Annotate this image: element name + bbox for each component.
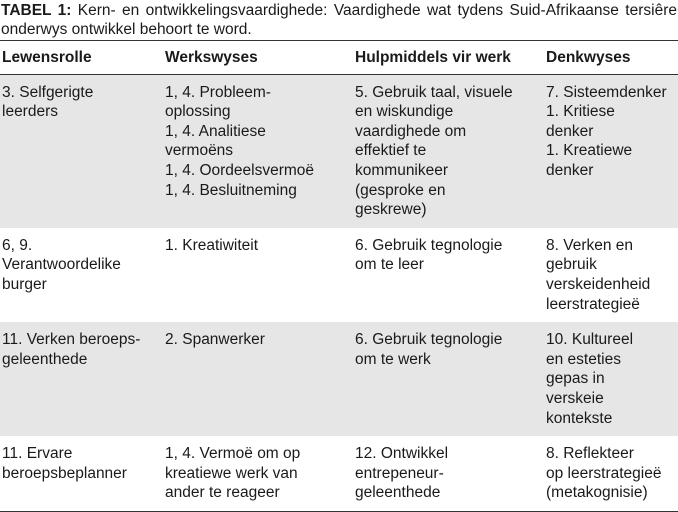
cell-line: kreatiewe werk van bbox=[165, 464, 298, 482]
table-cell-werkswyses bbox=[163, 228, 353, 322]
cell-line: entrepeneur- bbox=[355, 464, 444, 482]
cell-line: 1. Kreatiwiteit bbox=[165, 236, 259, 254]
table-cell-lewensrolle bbox=[0, 228, 163, 322]
table-cell-denkwyses bbox=[544, 322, 678, 436]
cell-line: 1. Kritiese bbox=[546, 103, 615, 121]
cell-line: 1, 4. Oordeelsvermoë bbox=[165, 161, 315, 179]
cell-line: leerders bbox=[2, 103, 58, 121]
cell-line: 7. Sisteemdenker bbox=[546, 83, 667, 101]
table-caption-label: TABEL 1: bbox=[1, 2, 72, 19]
table-cell-hulpmiddels bbox=[353, 74, 544, 228]
cell-line: 6. Gebruik tegnologie bbox=[355, 236, 503, 254]
cell-line: verskeie bbox=[546, 389, 604, 407]
cell-line: 1, 4. Probleem- bbox=[165, 83, 271, 101]
cell-line: 1, 4. Vermoë om op bbox=[165, 445, 301, 463]
table-cell-denkwyses bbox=[544, 436, 678, 511]
cell-line: om te leer bbox=[355, 256, 424, 274]
cell-line: Verantwoordelike bbox=[2, 256, 121, 274]
table-caption-text: Kern- en ontwikkelingsvaardighede: Vaardighede wat tydens Suid-Afrikaanse tersiêre onderwys ontwikkel behoort te word. bbox=[1, 2, 677, 38]
cell-line: 1. Kreatiewe bbox=[546, 142, 633, 160]
cell-line: vaardighede om bbox=[355, 122, 467, 140]
cell-line: kontekste bbox=[546, 409, 613, 427]
table-header-row bbox=[0, 41, 678, 75]
cell-line: beroepsbeplanner bbox=[2, 464, 127, 482]
cell-line: 10. Kultureel bbox=[546, 331, 634, 349]
cell-line: gebruik bbox=[546, 256, 597, 274]
table-cell-lewensrolle bbox=[0, 322, 163, 436]
table-row bbox=[0, 228, 678, 322]
cell-line: burger bbox=[2, 275, 47, 293]
table-cell-hulpmiddels bbox=[353, 436, 544, 511]
column-header-denkwyses: Denkwyses bbox=[546, 49, 631, 66]
table-cell-hulpmiddels bbox=[353, 322, 544, 436]
cell-line: kommunikeer bbox=[355, 161, 449, 179]
table-cell-lewensrolle bbox=[0, 436, 163, 511]
cell-line: effektief te bbox=[355, 142, 427, 160]
cell-line: 6, 9. bbox=[2, 236, 33, 254]
column-header-werkswyses: Werkswyses bbox=[165, 49, 258, 66]
cell-line: 11. Ervare bbox=[2, 445, 73, 463]
cell-line: en esteties bbox=[546, 350, 621, 368]
cell-line: geskrewe) bbox=[355, 201, 427, 219]
column-header-lewensrolle: Lewensrolle bbox=[2, 49, 92, 66]
cell-line: 1, 4. Besluitneming bbox=[165, 181, 297, 199]
table-row bbox=[0, 74, 678, 228]
cell-line: (gesproke en bbox=[355, 181, 446, 199]
cell-line: geleenthede bbox=[2, 350, 88, 368]
cell-line: vermoëns bbox=[165, 142, 234, 160]
cell-line: op leerstrategieë bbox=[546, 464, 662, 482]
cell-line: 8. Reflekteer bbox=[546, 445, 634, 463]
cell-line: 3. Selfgerigte bbox=[2, 83, 94, 101]
cell-line: leerstrategieë bbox=[546, 295, 640, 313]
cell-line: 11. Verken beroeps- bbox=[2, 331, 141, 349]
column-header-hulpmiddels: Hulpmiddels vir werk bbox=[355, 49, 511, 66]
cell-line: 1, 4. Analitiese bbox=[165, 122, 266, 140]
cell-line: 2. Spanwerker bbox=[165, 331, 265, 349]
table-cell-werkswyses bbox=[163, 436, 353, 511]
cell-line: oplossing bbox=[165, 103, 231, 121]
table-cell-denkwyses bbox=[544, 228, 678, 322]
table-row bbox=[0, 322, 678, 436]
table-cell-lewensrolle bbox=[0, 74, 163, 228]
table-caption bbox=[0, 1, 678, 40]
cell-line: denker bbox=[546, 161, 594, 179]
cell-line: verskeidenheid bbox=[546, 275, 651, 293]
table-cell-denkwyses bbox=[544, 74, 678, 228]
cell-line: 5. Gebruik taal, visuele bbox=[355, 83, 513, 101]
cell-line: en wiskundige bbox=[355, 103, 454, 121]
table-row bbox=[0, 436, 678, 511]
cell-line: 6. Gebruik tegnologie bbox=[355, 331, 503, 349]
competencies-table bbox=[0, 40, 678, 512]
table-cell-werkswyses bbox=[163, 74, 353, 228]
cell-line: 8. Verken en bbox=[546, 236, 634, 254]
cell-line: (metakognisie) bbox=[546, 484, 648, 502]
cell-line: gepas in bbox=[546, 370, 605, 388]
cell-line: ander te reageer bbox=[165, 484, 280, 502]
table-cell-werkswyses bbox=[163, 322, 353, 436]
cell-line: 12. Ontwikkel bbox=[355, 445, 449, 463]
cell-line: geleenthede bbox=[355, 484, 441, 502]
table-cell-hulpmiddels bbox=[353, 228, 544, 322]
cell-line: om te werk bbox=[355, 350, 431, 368]
cell-line: denker bbox=[546, 122, 594, 140]
